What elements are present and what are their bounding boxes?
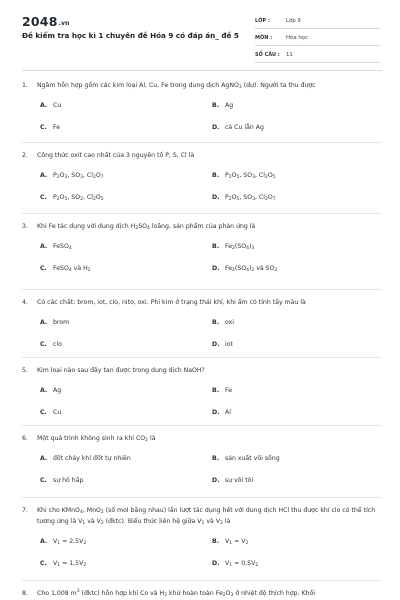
answer-option-c[interactable] [40,341,62,348]
option-letter: D. [212,124,220,131]
answer-option-d[interactable] [212,124,264,131]
question-stem [22,588,382,599]
option-text: iot [225,341,233,348]
page-header [0,0,400,68]
option-text: brom [53,319,70,326]
meta-label: SỐ CÂU : [255,52,280,58]
answer-option-a[interactable] [40,538,86,545]
answer-option-d[interactable] [212,265,277,272]
answer-option-b[interactable] [212,319,234,326]
question-separator [22,289,382,290]
option-text: Cu [53,102,62,109]
question-number: 3. [22,223,28,230]
option-letter: C. [40,341,47,348]
answer-option-b[interactable] [212,387,232,394]
question-text: Khi Fe tác dụng với dung dịch $H_2SO_4$ loãng, sản phẩm của phản ứng là [37,223,256,231]
option-letter: B. [212,387,220,394]
question-4 [22,297,382,308]
meta-value: Hóa học [286,35,309,41]
option-letter: C. [40,265,47,272]
question-separator [22,213,382,214]
option-text: $P_2O_5$, $SO_2$, $Cl_2O_5$ [53,194,104,202]
question-number: 2. [22,152,28,159]
option-text: $P_2O_5$, $SO_3$, $Cl_2O_7$ [225,194,276,202]
question-stem [22,297,382,308]
exam-meta [255,14,380,65]
question-number: 6. [22,435,28,442]
question-number: 8. [22,590,28,597]
option-letter: C. [40,560,47,567]
answer-option-b[interactable] [212,243,254,250]
option-letter: B. [212,455,220,462]
answer-option-b[interactable] [212,538,248,545]
answer-option-c[interactable] [40,477,83,484]
question-number: 4. [22,299,28,306]
question-stem [22,505,382,527]
option-letter: D. [212,409,220,416]
question-separator [22,497,382,498]
question-text: Có các chất: brom, iot, clo, nito, oxi. Phi kim ở trạng thái khí, khi ẩm có tính tẩy màu là [37,299,306,306]
option-letter: A. [40,455,48,462]
question-6 [22,433,382,444]
question-stem [22,80,382,91]
header-divider [22,70,382,71]
question-stem [22,433,382,444]
page-title: Đề kiểm tra học kì 1 chuyên đề Hóa 9 có đáp án_ đề 5 [22,31,239,40]
option-letter: C. [40,477,47,484]
question-8 [22,588,382,599]
question-number: 7. [22,507,28,514]
answer-option-c[interactable] [40,409,61,416]
meta-label: LỚP : [255,18,270,24]
option-text: Al [225,409,231,416]
question-7 [22,505,382,527]
question-separator [22,425,382,426]
answer-option-c[interactable] [40,124,60,131]
answer-option-d[interactable] [212,409,231,416]
question-number: 1. [22,82,28,89]
option-text: Ag [53,387,62,394]
answer-option-a[interactable] [40,319,69,326]
answer-option-b[interactable] [212,455,280,462]
answer-option-a[interactable] [40,387,61,394]
option-text: $Fe_2(SO_4)_3$ [225,243,255,251]
option-letter: B. [212,538,220,545]
question-text: Khi cho KMnO$_4$, MnO$_2$ (số mol bằng nhau) lần lượt tác dụng hết với dung dịch HCl thu được khí clo có thể tích tương ứng là $V_1$ và $V_2$ (đktc). Biểu thức liên hệ giữa $V_1$ và $V_2$ là [37,507,376,526]
meta-row-count [255,48,380,63]
option-letter: D. [212,560,220,567]
answer-option-c[interactable] [40,265,91,272]
option-letter: C. [40,194,47,201]
meta-row-subject [255,31,380,46]
question-text: Một quá trình không sinh ra khí $CO_2$ là [37,435,156,443]
option-text: Fe [225,387,233,394]
question-stem [22,221,382,232]
question-stem [22,150,382,161]
option-text: $P_2O_5$, $SO_3$, $Cl_2O_5$ [225,172,276,180]
answer-option-a[interactable] [40,243,72,250]
option-text: Fe [53,124,61,131]
option-text: Ag [225,102,234,109]
question-text: Công thức oxit cao nhất của 3 nguyên tố P, S, Cl là [37,152,195,159]
option-letter: D. [212,194,220,201]
answer-option-d[interactable] [212,560,258,567]
option-text: $V_1 = 1,5V_2$ [53,560,87,568]
option-text: clo [53,341,62,348]
meta-value: 11 [286,52,293,58]
option-text: đốt cháy khí đốt tự nhiên [53,455,131,462]
answer-option-d[interactable] [212,194,276,201]
option-text: sự hô hấp [53,477,84,484]
option-letter: A. [40,243,48,250]
option-letter: C. [40,124,47,131]
option-text: $Fe_2(SO_4)_2$ và $SO_2$ [225,265,278,273]
question-3 [22,221,382,232]
question-5 [22,365,382,376]
logo-suffix: .vn [58,20,70,27]
option-text: $P_2O_3$, $SO_3$, $Cl_2O_7$ [53,172,104,180]
option-text: sự vôi tôi [225,477,254,484]
answer-option-b[interactable] [212,172,276,179]
answer-option-a[interactable] [40,172,104,179]
option-text: $V_1 = V_2$ [225,538,249,546]
option-letter: D. [212,341,220,348]
answer-option-c[interactable] [40,194,104,201]
answer-option-b[interactable] [212,102,233,109]
answer-option-c[interactable] [40,560,86,567]
option-letter: A. [40,172,48,179]
option-letter: B. [212,102,220,109]
meta-value: Lớp 9 [286,18,301,24]
question-text: Cho 1,008 $m^3$ (đktc) hỗn hợp khí Co và $H_2$ khử hoàn toàn $Fe_2O_3$ ở nhiệt độ thích hợp. Khối [37,589,315,598]
option-text: $V_1 = 2,5V_2$ [53,538,87,546]
answer-option-d[interactable] [212,341,233,348]
option-text: cả Cu lẫn Ag [225,124,264,131]
option-letter: A. [40,538,48,545]
option-text: FeSO$_4$ và $H_2$ [53,265,91,273]
question-1 [22,80,382,91]
option-letter: A. [40,387,48,394]
option-text: $V_1 = 0,5V_2$ [225,560,259,568]
meta-label: MÔN : [255,35,273,41]
site-logo[interactable] [22,14,70,29]
meta-row-class [255,14,380,29]
question-2 [22,150,382,161]
option-text: FeSO$_4$ [53,243,72,251]
option-letter: C. [40,409,47,416]
option-text: oxi [225,319,234,326]
answer-option-d[interactable] [212,477,253,484]
question-number: 5. [22,367,28,374]
option-letter: B. [212,172,220,179]
question-separator [22,357,382,358]
option-letter: B. [212,243,220,250]
answer-option-a[interactable] [40,455,131,462]
option-letter: B. [212,319,220,326]
option-letter: A. [40,102,48,109]
option-letter: D. [212,265,220,272]
question-separator [22,580,382,581]
question-separator [22,142,382,143]
question-stem [22,365,382,376]
option-letter: A. [40,319,48,326]
answer-option-a[interactable] [40,102,61,109]
logo-main: 2048 [22,14,58,29]
option-letter: D. [212,477,220,484]
option-text: sản xuất vôi sống [225,455,280,462]
question-text: Ngâm hỗn hợp gồm các kim loại Al, Cu, Fe trong dung dịch AgNO$_3$ (dư). Người ta thu được [37,82,316,90]
option-text: Cu [53,409,62,416]
question-text: Kim loại nào sau đây tan được trong dung dịch NaOH? [37,367,205,374]
